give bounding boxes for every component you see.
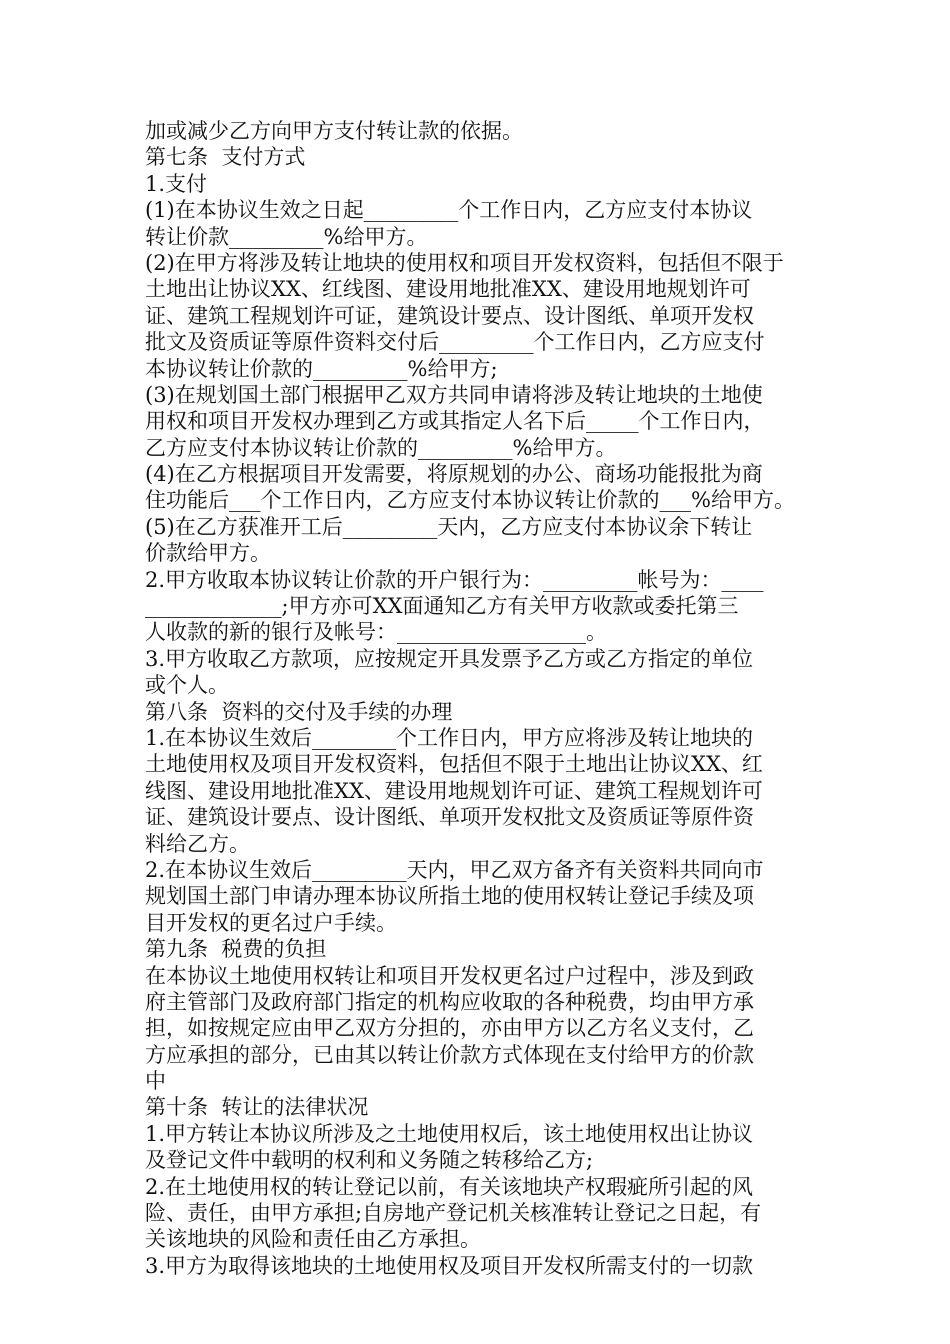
text-line: 本协议转让价款的_________%给甲方;	[145, 356, 498, 381]
text-line: 中	[145, 1069, 166, 1094]
text-line: 2.在本协议生效后_________天内，甲乙双方备齐有关资料共同向市	[145, 857, 764, 882]
text-line: 3.甲方为取得该地块的土地使用权及项目开发权所需支付的一切款	[145, 1253, 754, 1278]
text-line: (4)在乙方根据项目开发需要，将原规划的办公、商场功能报批为商	[145, 462, 763, 487]
text-line: (5)在乙方获准开工后_________天内，乙方应支付本协议余下转让	[145, 514, 753, 539]
text-line: 土地使用权及项目开发权资料，包括但不限于土地出让协议XX、红	[145, 752, 763, 777]
text-line: 用权和项目开发权办理到乙方或其指定人名下后_____个工作日内，	[145, 409, 765, 434]
text-line: 2.甲方收取本协议转让价款的开户银行为：_________帐号为：____	[145, 567, 764, 592]
section-heading: 第九条 税费的负担	[145, 937, 327, 962]
text-line: 在本协议土地使用权转让和项目开发权更名过户过程中，涉及到政	[145, 963, 754, 988]
text-line: 或个人。	[145, 673, 229, 698]
text-line: 住功能后___个工作日内，乙方应支付本协议转让价款的___%给甲方。	[145, 488, 795, 513]
text-line: (3)在规划国土部门根据甲乙双方共同申请将涉及转让地块的土地使	[145, 382, 763, 407]
text-line: 加或减少乙方向甲方支付转让款的依据。	[145, 119, 523, 143]
text-line: 证、建筑设计要点、设计图纸、单项开发权批文及资质证等原件资	[145, 805, 754, 830]
text-line: 料给乙方。	[145, 831, 250, 856]
text-line: 1.在本协议生效后________个工作日内，甲方应将涉及转让地块的	[145, 725, 754, 750]
text-line: 批文及资质证等原件资料交付后_________个工作日内，乙方应支付	[145, 330, 765, 355]
text-line: 目开发权的更名过户手续。	[145, 910, 397, 935]
text-line: 2.在土地使用权的转让登记以前，有关该地块产权瑕疵所引起的风	[145, 1174, 754, 1199]
text-line: 担，如按规定应由甲乙双方分担的，亦由甲方以乙方名义支付，乙	[145, 1016, 754, 1041]
text-line: 方应承担的部分，已由其以转让价款方式体现在支付给甲方的价款	[145, 1042, 754, 1067]
text-line: _____________;甲方亦可XX面通知乙方有关甲方收款或委托第三	[145, 594, 739, 619]
text-line: 1.甲方转让本协议所涉及之土地使用权后，该土地使用权出让协议	[145, 1121, 754, 1146]
text-line: (1)在本协议生效之日起_________个工作日内，乙方应支付本协议	[145, 198, 753, 223]
text-line: 乙方应支付本协议转让价款的_________%给甲方。	[145, 435, 617, 460]
text-line: 府主管部门及政府部门指定的机构应收取的各种税费，均由甲方承	[145, 989, 754, 1014]
text-line: 及登记文件中载明的权利和义务随之转移给乙方;	[145, 1148, 594, 1173]
text-line: 关该地块的风险和责任由乙方承担。	[145, 1227, 481, 1252]
section-heading: 第十条 转让的法律状况	[145, 1095, 369, 1120]
text-line: 线图、建设用地批准XX、建设用地规划许可证、建筑工程规划许可	[145, 778, 763, 803]
section-heading: 第八条 资料的交付及手续的办理	[145, 699, 453, 724]
text-line: 规划国土部门申请办理本协议所指土地的使用权转让登记手续及项	[145, 884, 754, 909]
text-line: 证、建筑工程规划许可证，建筑设计要点、设计图纸、单项开发权	[145, 303, 754, 328]
text-line: (2)在甲方将涉及转让地块的使用权和项目开发权资料，包括但不限于	[145, 250, 784, 275]
text-line: 3.甲方收取乙方款项，应按规定开具发票予乙方或乙方指定的单位	[145, 646, 754, 671]
text-line: 人收款的新的银行及帐号：__________________。	[145, 620, 607, 645]
document-page	[145, 118, 815, 1279]
text-line: 险、责任，由甲方承担;自房地产登记机关核准转让登记之日起，有	[145, 1201, 762, 1226]
text-line: 转让价款_________%给甲方。	[145, 224, 428, 249]
text-line: 土地出让协议XX、红线图、建设用地批准XX、建设用地规划许可	[145, 277, 751, 302]
text-line: 1.支付	[145, 171, 208, 196]
text-line: 价款给甲方。	[145, 541, 271, 566]
section-heading: 第七条 支付方式	[145, 145, 306, 170]
